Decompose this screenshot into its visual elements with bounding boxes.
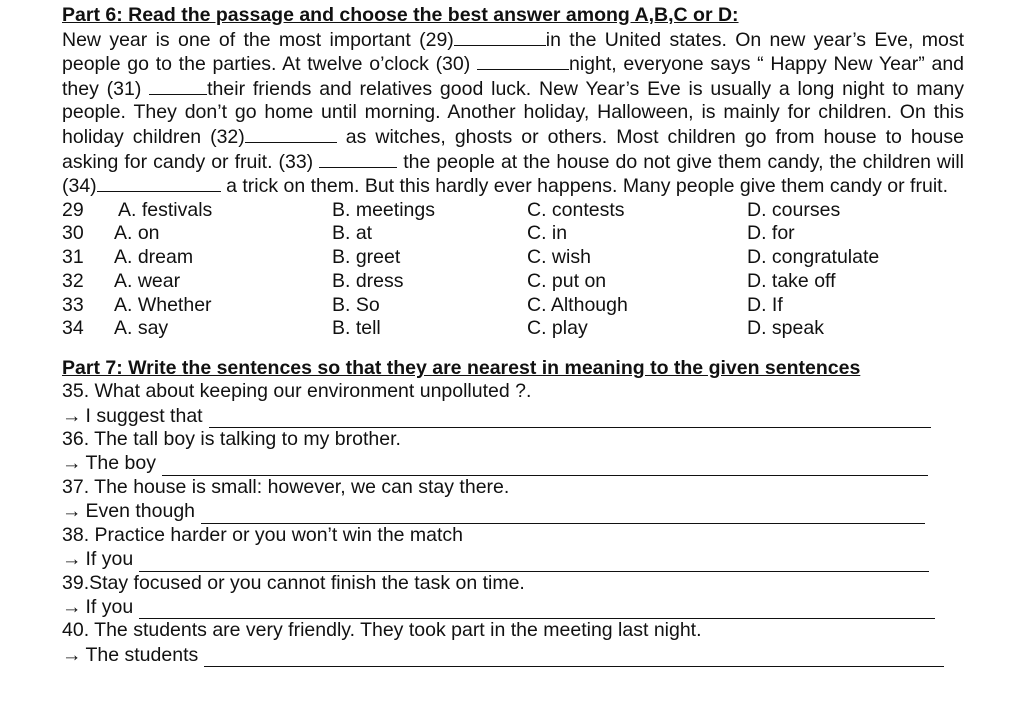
option-a: A. Whether [114,293,212,316]
answer-line [209,412,931,428]
part7-heading: Part 7: Write the sentences so that they are nearest in meaning to the given sentences [62,356,861,379]
question-number: 29 [62,198,84,221]
option-b: B. at [332,222,373,245]
answer-line [139,603,935,619]
passage-text-7: a trick on them. But this hardly ever happens. Many people give them candy or fruit. [226,175,948,198]
option-a: A. wear [114,269,181,292]
option-b: B. greet [332,246,401,269]
blank-29 [454,28,546,46]
option-d: D. If [747,293,783,316]
sentence-prompt-35: 35. What about keeping our environment unpolluted ?. [62,380,532,403]
arrow-icon: → [62,643,82,666]
question-number: 31 [62,246,84,269]
option-b: B. dress [332,269,404,292]
option-c: C. Although [527,293,628,316]
option-row-32 [62,270,964,294]
option-row-30 [62,222,964,246]
option-d: D. courses [747,198,841,221]
part6-heading: Part 6: Read the passage and choose the best answer among A,B,C or D: [62,4,739,26]
arrow-icon: → [62,404,82,427]
part7-section [62,357,964,667]
arrow-icon: → [62,500,82,523]
blank-31 [149,77,207,95]
passage-text-1: New year is one of the most important (29) [62,28,454,51]
arrow-icon: → [62,595,82,618]
option-d: D. speak [747,317,824,340]
blank-34 [97,174,221,192]
answer-stem: The boy [85,452,156,475]
option-d: D. congratulate [747,246,880,269]
sentence-prompt-38: 38. Practice harder or you won’t win the match [62,523,464,546]
option-b: B. So [332,293,380,316]
option-b: B. meetings [332,198,435,221]
rewrite-answer-38 [62,548,964,572]
passage-text-2: in the United states. On new year’s Eve, most people go to the parties. At twelve o’clock (30) [62,28,964,76]
answer-line [201,508,925,524]
answer-stem: The students [85,643,199,666]
option-row-33 [62,294,964,318]
reading-passage [62,28,964,199]
arrow-icon: → [62,452,82,475]
sentence-prompt-40: 40. The students are very friendly. They took part in the meeting last night. [62,619,702,642]
sentence-prompt-36: 36. The tall boy is talking to my brother. [62,428,401,451]
option-a: A. dream [114,246,194,269]
rewrite-answer-40 [62,643,964,667]
answer-stem: If you [85,595,134,618]
blank-32 [245,125,337,143]
option-c: C. in [527,222,568,245]
option-b: B. tell [332,317,381,340]
answer-line [139,556,929,572]
answer-stem: Even though [85,500,196,523]
option-row-29 [62,199,964,223]
option-row-34 [62,317,964,341]
rewrite-answer-37 [62,500,964,524]
question-number: 30 [62,222,84,245]
blank-33 [319,150,397,168]
option-a: A. say [114,317,169,340]
option-a: A. festivals [118,198,213,221]
option-d: D. for [747,222,795,245]
question-number: 34 [62,317,84,340]
option-row-31 [62,246,964,270]
answer-line [204,651,944,667]
rewrite-answer-39 [62,595,964,619]
arrow-icon: → [62,548,82,570]
sentence-prompt-37: 37. The house is small: however, we can stay there. [62,476,510,499]
blank-30 [477,52,569,70]
option-d: D. take off [747,269,836,292]
option-a: A. on [114,222,160,245]
answer-line [162,460,928,476]
passage-text-4: their friends and relatives good luck. New Year’s Eve is usually a long night to many people. They don’t go home until morning. Another holiday, Halloween, is mainly for children. On this holiday children (32) [62,77,965,148]
option-c: C. contests [527,198,625,221]
answer-stem: I suggest that [85,404,203,427]
answer-stem: If you [85,548,134,570]
rewrite-answer-35 [62,404,964,428]
option-c: C. play [527,317,588,340]
rewrite-answer-36 [62,452,964,476]
passage-text-5: as witches, ghosts or others. Most children go from house to house asking for candy or fruit. (33) [62,125,964,173]
answer-options [62,199,964,341]
question-number: 32 [62,269,84,292]
sentence-prompt-39: 39.Stay focused or you cannot finish the task on time. [62,571,525,594]
passage-text-6: the people at the house do not give them candy, the children will (34) [62,150,965,198]
option-c: C. wish [527,246,591,269]
option-c: C. put on [527,269,607,292]
passage-text-3: night, everyone says “ Happy New Year” and they (31) [62,53,965,100]
question-number: 33 [62,293,84,316]
